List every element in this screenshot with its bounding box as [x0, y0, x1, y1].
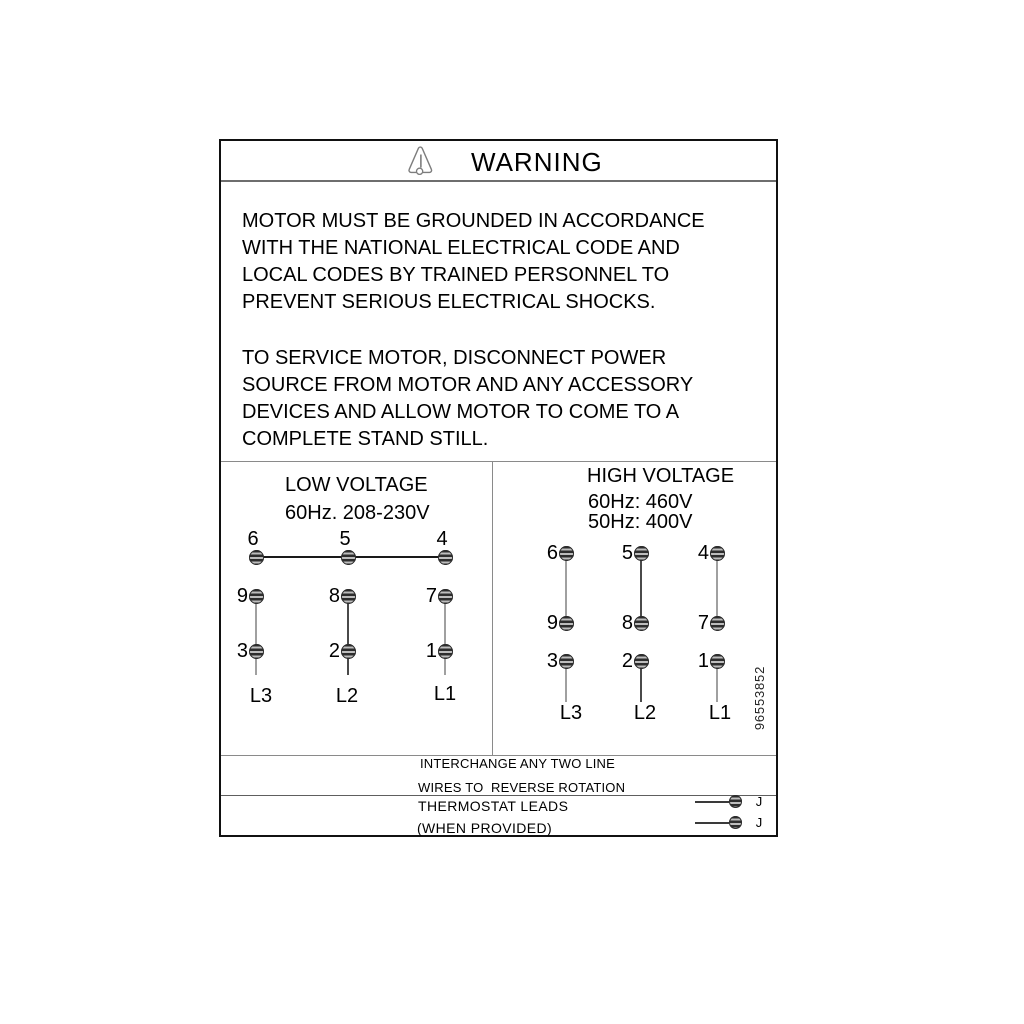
lv-wire-8-2-L2	[347, 596, 349, 675]
lv-terminal-9-number: 9	[236, 585, 248, 607]
lv-terminal-8-number: 8	[328, 585, 340, 607]
lv-terminal-1-number: 1	[425, 640, 437, 662]
lv-terminal-9-circle	[249, 589, 264, 604]
lv-terminal-8-circle	[341, 589, 356, 604]
warning-paragraph-grounding	[242, 208, 705, 316]
lv-line-label-L3: L3	[249, 685, 273, 707]
lv-line-label-L1: L1	[433, 683, 457, 705]
lv-terminal-7-circle	[438, 589, 453, 604]
warning-text-line: MOTOR MUST BE GROUNDED IN ACCORDANCE	[242, 210, 705, 232]
hv-terminal-8-circle	[634, 616, 649, 631]
hv-terminal-6-circle	[559, 546, 574, 561]
divider-low-high-voltage	[492, 461, 493, 755]
rotation-note-line2: WIRES TO REVERSE ROTATION	[418, 780, 626, 795]
hv-line-label-L2: L2	[633, 702, 657, 724]
thermostat-lead-wire-2	[695, 822, 729, 824]
warning-text-line: LOCAL CODES BY TRAINED PERSONNEL TO	[242, 264, 670, 286]
hv-terminal-6-number: 6	[546, 542, 558, 564]
thermostat-lead-wire-1	[695, 801, 729, 803]
lv-terminal-3-circle	[249, 644, 264, 659]
hv-terminal-1-circle	[710, 654, 725, 669]
warning-text-line: WITH THE NATIONAL ELECTRICAL CODE AND	[242, 237, 680, 259]
thermostat-lead-terminal-2	[729, 816, 742, 829]
hv-terminal-4-circle	[710, 546, 725, 561]
motor-warning-label	[219, 139, 778, 837]
thermostat-lead-label-2: J	[755, 815, 763, 830]
lv-terminal-5-number: 5	[339, 528, 351, 550]
thermostat-note-line2: (WHEN PROVIDED)	[417, 820, 553, 836]
low-voltage-subtitle: 60Hz. 208-230V	[285, 502, 430, 524]
lv-terminal-5-circle	[341, 550, 356, 565]
hv-line-label-L1: L1	[708, 702, 732, 724]
lv-terminal-6-circle	[249, 550, 264, 565]
warning-text-line: DEVICES AND ALLOW MOTOR TO COME TO A	[242, 401, 680, 423]
lv-terminal-7-number: 7	[425, 585, 437, 607]
lv-line-label-L2: L2	[335, 685, 359, 707]
hv-wire-6-9	[565, 553, 567, 623]
warning-text-line: PREVENT SERIOUS ELECTRICAL SHOCKS.	[242, 291, 656, 313]
rotation-note-line1: INTERCHANGE ANY TWO LINE	[420, 756, 616, 771]
hv-terminal-5-circle	[634, 546, 649, 561]
thermostat-lead-terminal-1	[729, 795, 742, 808]
hv-terminal-2-circle	[634, 654, 649, 669]
lv-terminal-6-number: 6	[247, 528, 259, 550]
hv-terminal-9-circle	[559, 616, 574, 631]
lv-terminal-4-circle	[438, 550, 453, 565]
hv-terminal-8-number: 8	[621, 612, 633, 634]
low-voltage-title: LOW VOLTAGE	[285, 474, 428, 496]
hv-terminal-7-number: 7	[697, 612, 709, 634]
thermostat-lead-label-1: J	[755, 794, 763, 809]
warning-text-line: TO SERVICE MOTOR, DISCONNECT POWER	[242, 347, 667, 369]
hv-terminal-4-number: 4	[697, 542, 709, 564]
hv-terminal-7-circle	[710, 616, 725, 631]
warning-title: WARNING	[471, 147, 603, 177]
hv-terminal-2-number: 2	[621, 650, 633, 672]
hv-terminal-3-number: 3	[546, 650, 558, 672]
high-voltage-title: HIGH VOLTAGE	[587, 465, 735, 487]
warning-text-line: COMPLETE STAND STILL.	[242, 428, 489, 450]
lv-terminal-4-number: 4	[436, 528, 448, 550]
thermostat-note-line1: THERMOSTAT LEADS	[418, 798, 569, 814]
warning-triangle-icon	[407, 145, 433, 176]
hv-terminal-1-number: 1	[697, 650, 709, 672]
divider-warning-diagrams	[221, 461, 776, 462]
hv-terminal-5-number: 5	[621, 542, 633, 564]
lv-terminal-1-circle	[438, 644, 453, 659]
warning-text-line: SOURCE FROM MOTOR AND ANY ACCESSORY	[242, 374, 694, 396]
lv-wire-9-3-L3	[255, 596, 257, 675]
lv-wire-7-1-L1	[444, 596, 446, 675]
high-voltage-subtitle-60hz: 60Hz: 460V	[588, 491, 693, 513]
lv-terminal-2-number: 2	[328, 640, 340, 662]
high-voltage-subtitle-50hz: 50Hz: 400V	[588, 511, 693, 533]
warning-paragraph-service	[242, 345, 705, 453]
lv-terminal-3-number: 3	[236, 640, 248, 662]
hv-terminal-3-circle	[559, 654, 574, 669]
hv-wire-5-8	[640, 553, 642, 623]
warning-header	[221, 141, 776, 182]
hv-wire-4-7	[716, 553, 718, 623]
hv-terminal-9-number: 9	[546, 612, 558, 634]
part-number: 96553852	[752, 665, 767, 731]
warning-body	[242, 208, 705, 453]
hv-line-label-L3: L3	[559, 702, 583, 724]
lv-terminal-2-circle	[341, 644, 356, 659]
